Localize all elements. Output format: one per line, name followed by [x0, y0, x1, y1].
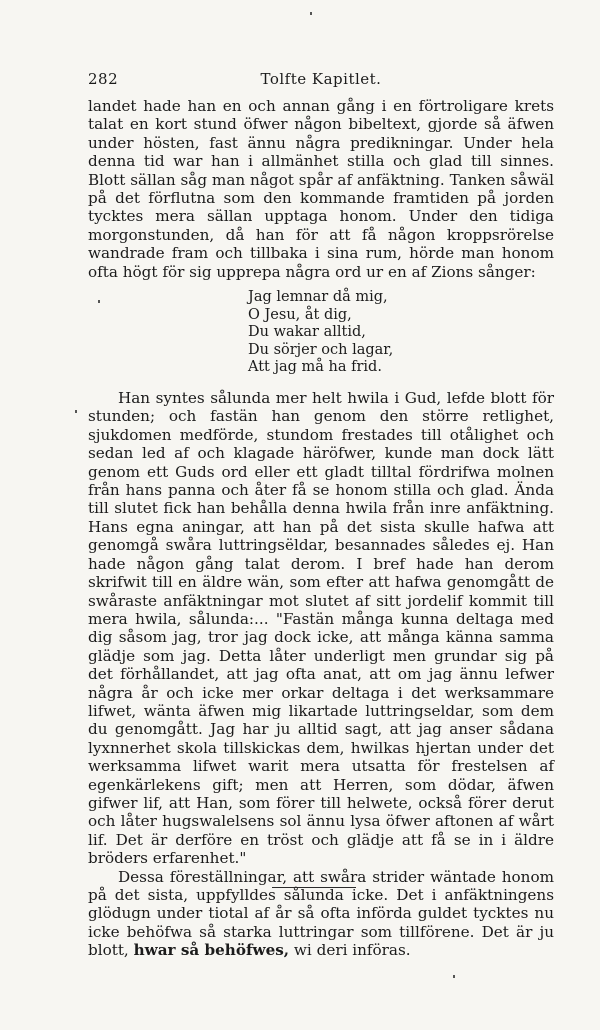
verse-line: Du wakar alltid, — [248, 324, 366, 341]
verse-line: Du sörjer och lagar, — [248, 341, 394, 358]
page-header — [88, 70, 554, 92]
paragraph-3 — [88, 868, 554, 960]
page-number: 282 — [88, 70, 119, 88]
print-speck — [453, 975, 455, 978]
paragraph-2: Han syntes sålunda mer helt hwila i Gud, lefde blott för stunden; och fastän han genom den större retlighet, sjukdomen medförde, stundom frestades till otålighet och sedan led af och klagade häröfwer, kunde man dock lätt genom ett Guds ord eller ett gladt tilltal fördrifwa molnen från hans panna och åter få se honom stilla och glad. Ända till slutet fick han behålla denna hwila från inre anfäktning. Hans egna aningar, att han på det sista skulle hafwa att genomgå swåra luttringsëldar, besannades således ej. Han hade någon gång talat derom. I bref hade han derom skrifwit till en äldre wän, som efter att hafwa genomgått de swåraste anfäktningar mot slutet af sitt jordelif kommit till mera hwila, sålunda:... "Fastän många kunna deltaga med dig såsom jag, tror jag dock icke, att många känna samma glädje som jag. Detta låter underligt men grundar sig på det förhållandet, att jag ofta anat, att om jag ännu lefwer några år och icke mer orkar deltaga i det werksammare lifwet, wänta äfwen mig likartade luttringseldar, som dem du genomgått. Jag har ju alltid sagt, att jag anser sådana lyxnnerhet skola tillskickas dem, hwilkas hjertan under det werksamma lifwet warit mera utsatta för frestelsen af egenkärlekens gift; men att Herren, som dödar, äfwen gifwer lif, att Han, som förer till helwete, också förer derut och låter hugswalelsens sol ännu lysa öfwer aftonen af wårt lif. Det är derföre en tröst och glädje att få se in i äldre bröders erfarenhet." — [88, 389, 554, 868]
print-speck — [75, 410, 77, 413]
running-head: Tolfte Kapitlet. — [260, 70, 382, 88]
verse-line: Att jag må ha frid. — [248, 359, 382, 376]
hymn-verse — [248, 289, 554, 377]
paragraph-1: landet hade han en och annan gång i en förtroligare krets talat en kort stund öfwer någon bibeltext, gjorde så äfwen under hösten, fast ännu några predikningar. Under hela denna tid war han i allmänhet stilla och glad till sinnes. Blott sällan såg man något spår af anfäktning. Tanken såwäl på det förflutna som den kommande framtiden på jorden tycktes mera sällan upptaga honom. Under den tidiga morgonstunden, då han för att få någon kroppsrörelse wandrade fram och tillbaka i sina rum, hörde man honom ofta högt för sig upprepa några ord ur en af Zions sånger: — [88, 97, 554, 281]
verse-line: O Jesu, åt dig, — [248, 306, 352, 323]
paragraph-3-text: Dessa föreställningar, att swåra strider wäntade honom på det sista, uppfylldes sålunda icke. Det i anfäktningens glödugn under tiotal af år så ofta införda guldet tycktes nu icke behöfwa så starka luttringar som tillförene. Det är ju blott, — [88, 867, 554, 960]
end-rule — [272, 887, 356, 888]
print-speck — [310, 12, 312, 15]
verse-line: Jag lemnar då mig, — [248, 289, 388, 306]
body-text — [88, 97, 554, 960]
paragraph-3-end: wi deri införas. — [293, 941, 411, 960]
print-speck — [98, 300, 100, 303]
emphasis-text: hwar så behöfwes, — [133, 941, 290, 960]
